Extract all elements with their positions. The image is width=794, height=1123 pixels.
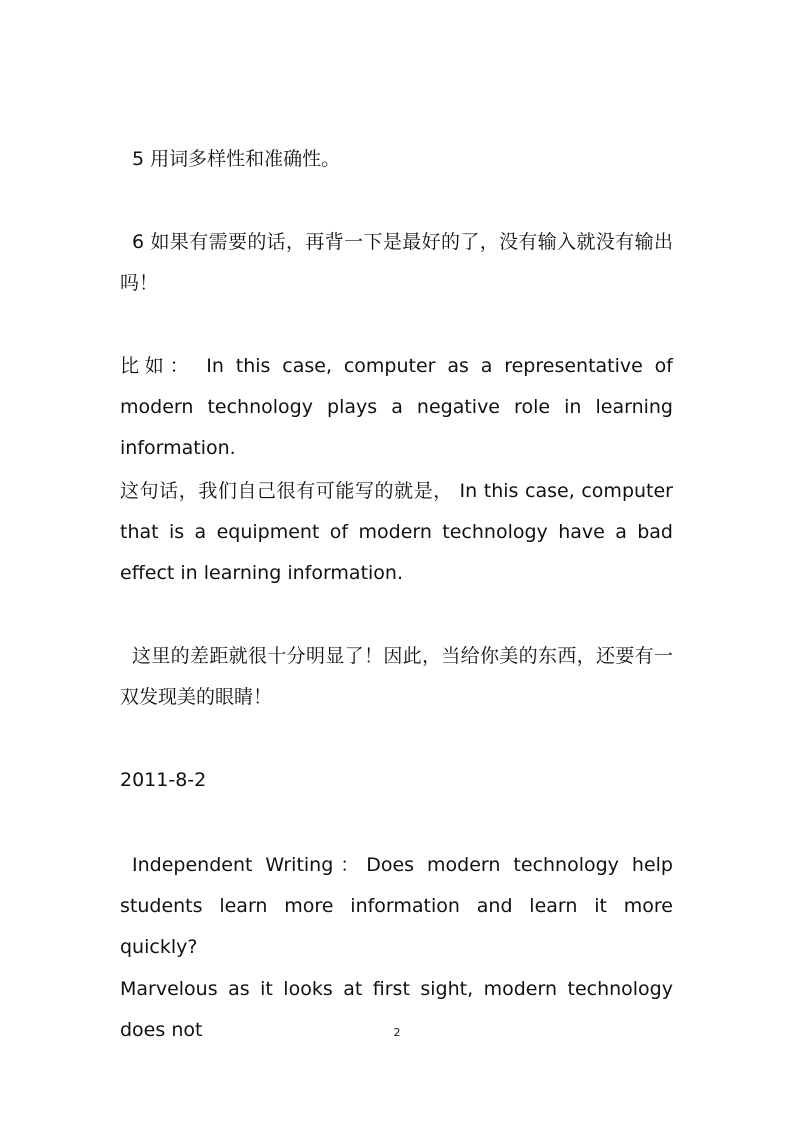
- paragraph-essay-start: Marvelous as it looks at first sight, modern technology does not: [120, 978, 673, 1041]
- page-number: 2: [393, 1026, 401, 1039]
- paragraph-example: 比如： In this case, computer as a representative of modern technology plays a negative role in learning information.: [120, 355, 673, 459]
- paragraph-point-6: 6 如果有需要的话，再背一下是最好的了，没有输入就没有输出吗！: [120, 231, 673, 294]
- paragraph-comparison: 这句话，我们自己很有可能写的就是， In this case, computer that is a equipment of modern technology have a bad effect in learning information.: [120, 480, 673, 584]
- paragraph-conclusion: 这里的差距就很十分明显了！因此，当给你美的东西，还要有一双发现美的眼睛！: [120, 645, 673, 708]
- paragraph-point-5: 5 用词多样性和准确性。: [132, 148, 341, 170]
- paragraph-writing-prompt: Independent Writing：Does modern technology help students learn more information and learn it more quickly?: [120, 854, 673, 958]
- date-heading: 2011-8-2: [120, 769, 207, 791]
